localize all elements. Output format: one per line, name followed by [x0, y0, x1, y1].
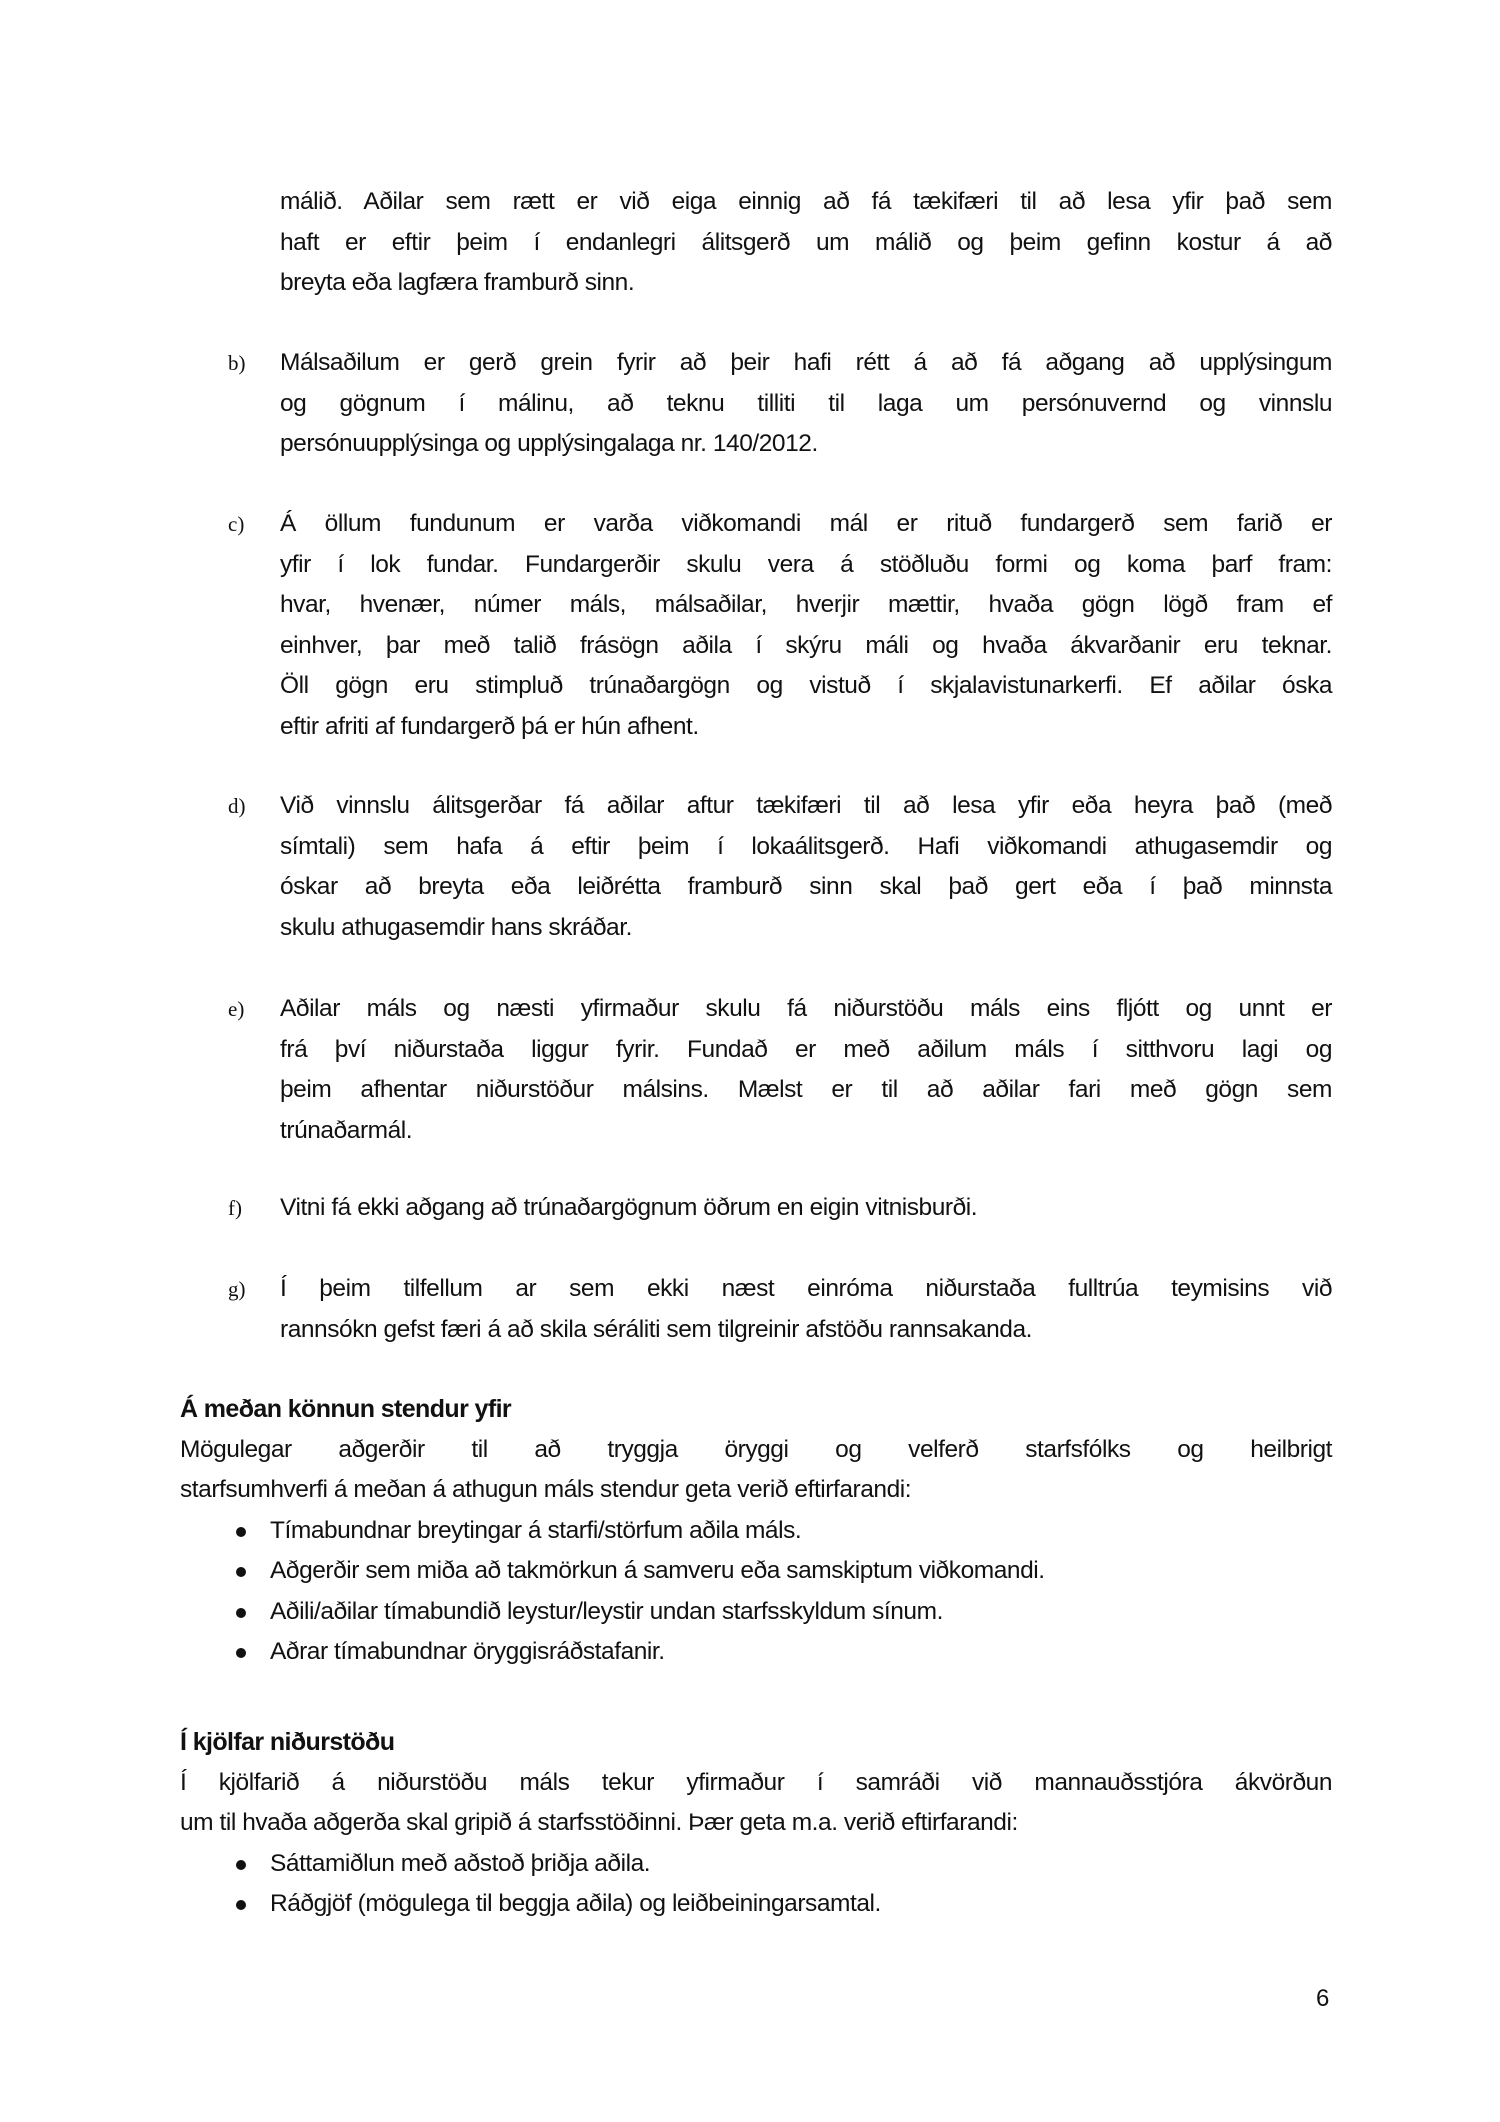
intro-paragraph — [280, 182, 1332, 304]
bullet-list — [270, 1511, 1332, 1673]
bullet-icon — [236, 1527, 246, 1537]
text-line: Mögulegar aðgerðir til að tryggja öryggi og velferð starfsfólks og heilbrigt — [180, 1435, 1332, 1463]
list-item — [228, 1188, 1332, 1229]
text-line: um til hvaða aðgerða skal gripið á starfsstöðinni. Þær geta m.a. verið eftirfarandi: — [180, 1809, 1018, 1836]
text-line: Í kjölfarið á niðurstöðu máls tekur yfirmaður í samráði við mannauðsstjóra ákvörðun — [180, 1768, 1332, 1796]
text-line: skulu athugasemdir hans skráðar. — [280, 913, 632, 941]
text-line: breyta eða lagfæra framburð sinn. — [280, 269, 635, 296]
list-item-label: e) — [228, 997, 245, 1021]
section — [180, 1389, 1332, 1673]
section-heading: Á meðan könnun stendur yfir — [180, 1395, 512, 1423]
list-item — [228, 504, 1332, 747]
text-line: Vitni fá ekki aðgang að trúnaðargögnum öðrum en eigin vitnisburði. — [280, 1194, 978, 1221]
list-item-label: b) — [228, 351, 246, 375]
bullet-item: Aðrar tímabundnar öryggisráðstafanir. — [270, 1632, 1332, 1673]
list-item — [228, 343, 1332, 465]
bullet-item: Sáttamiðlun með aðstoð þriðja aðila. — [270, 1844, 1332, 1885]
text-line: hvar, hvenær, númer máls, málsaðilar, hverjir mættir, hvaða gögn lögð fram ef — [280, 591, 1332, 618]
bullet-icon — [236, 1567, 246, 1577]
text-line: frá því niðurstaða liggur fyrir. Fundað er með aðilum máls í sitthvoru lagi og — [280, 1035, 1332, 1063]
page-number: 6 — [1316, 1985, 1330, 2012]
list-item-label: c) — [228, 512, 245, 536]
text-line: Við vinnslu álitsgerðar fá aðilar aftur tækifæri til að lesa yfir eða heyra það (með — [280, 792, 1332, 819]
bullet-icon — [236, 1860, 246, 1870]
text-line: Aðilar máls og næsti yfirmaður skulu fá niðurstöðu máls eins fljótt og unnt er — [280, 995, 1332, 1022]
text-line: rannsókn gefst færi á að skila séráliti sem tilgreinir afstöðu rannsakanda. — [280, 1315, 1032, 1343]
text-line: yfir í lok fundar. Fundargerðir skulu vera á stöðluðu formi og koma þarf fram: — [280, 550, 1332, 578]
section — [180, 1722, 1332, 1925]
text-line: trúnaðarmál. — [280, 1116, 413, 1144]
bullet-list — [270, 1844, 1332, 1925]
list-item-label: f) — [228, 1196, 242, 1220]
bullet-icon — [236, 1648, 246, 1658]
text-line: Málsaðilum er gerð grein fyrir að þeir hafi rétt á að fá aðgang að upplýsingum — [280, 349, 1332, 376]
text-line: þeim afhentar niðurstöður málsins. Mælst er til að aðilar fari með gögn sem — [280, 1076, 1332, 1103]
text-line: símtali) sem hafa á eftir þeim í lokaálitsgerð. Hafi viðkomandi athugasemdir og — [280, 832, 1332, 860]
bullet-item: Tímabundnar breytingar á starfi/störfum aðila máls. — [270, 1511, 1332, 1552]
section-heading: Í kjölfar niðurstöðu — [180, 1728, 395, 1756]
list-item-label: g) — [228, 1277, 246, 1301]
bullet-icon — [236, 1608, 246, 1618]
text-line: einhver, þar með talið frásögn aðila í skýru máli og hvaða ákvarðanir eru teknar. — [280, 631, 1332, 659]
text-line: óskar að breyta eða leiðrétta framburð sinn skal það gert eða í það minnsta — [280, 873, 1332, 900]
list-item — [228, 1269, 1332, 1350]
text-line: málið. Aðilar sem rætt er við eiga einnig að fá tækifæri til að lesa yfir það sem — [280, 188, 1332, 215]
bullet-icon — [236, 1900, 246, 1910]
text-line: og gögnum í málinu, að teknu tilliti til laga um persónuvernd og vinnslu — [280, 389, 1332, 417]
list-item-label: d) — [228, 794, 246, 818]
text-line: haft er eftir þeim í endanlegri álitsgerð um málið og þeim gefinn kostur á að — [280, 228, 1332, 256]
list-item — [228, 989, 1332, 1151]
bullet-item: Aðgerðir sem miða að takmörkun á samveru eða samskiptum viðkomandi. — [270, 1551, 1332, 1592]
text-line: Öll gögn eru stimpluð trúnaðargögn og vistuð í skjalavistunarkerfi. Ef aðilar óska — [280, 672, 1332, 699]
text-line: starfsumhverfi á meðan á athugun máls stendur geta verið eftirfarandi: — [180, 1476, 912, 1503]
text-line: Í þeim tilfellum ar sem ekki næst einróma niðurstaða fulltrúa teymisins við — [280, 1275, 1332, 1302]
text-line: persónuupplýsinga og upplýsingalaga nr. 140/2012. — [280, 430, 818, 457]
bullet-item: Ráðgjöf (mögulega til beggja aðila) og leiðbeiningarsamtal. — [270, 1884, 1332, 1925]
list-item — [228, 786, 1332, 948]
bullet-item: Aðili/aðilar tímabundið leystur/leystir undan starfsskyldum sínum. — [270, 1592, 1332, 1633]
text-line: eftir afriti af fundargerð þá er hún afhent. — [280, 712, 699, 740]
text-line: Á öllum fundunum er varða viðkomandi mál er rituð fundargerð sem farið er — [280, 510, 1332, 537]
